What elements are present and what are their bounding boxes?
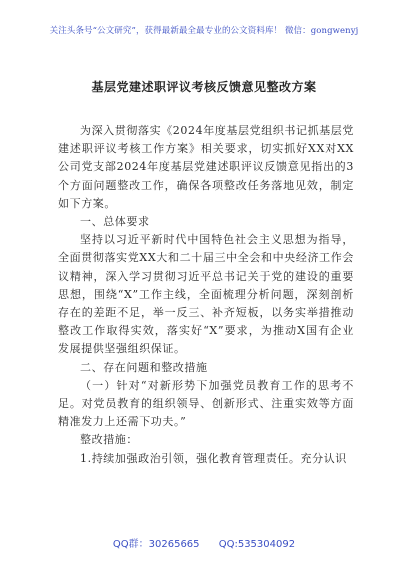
requirements-paragraph: 坚持以习近平新时代中国特色社会主义思想为指导，全面贯彻落实党XX大和二十届三中全会和中央经济工作会议精神，深入学习贯彻习近平总书记关于党的建设的重要思想，围绕“X”工作主线，全面梳理分析问题，深刻剖析存在的差距不足，举一反三、补齐短板，以务实举措推动整改工作取得实效，落实好“X”要求，为推动X国有企业发展提供坚强组织保证。 bbox=[58, 233, 354, 356]
measures-heading: 整改措施： bbox=[80, 433, 138, 447]
header-note: 关注头条号“公文研究”，获得最新最全最专业的公文资料库！ 微信：gongwenyj bbox=[49, 26, 359, 36]
section-heading-2: 二、存在问题和整改措施 bbox=[80, 360, 208, 374]
problem-paragraph: （一）针对“对新形势下加强党员教育工作的思考不足。对党员教育的组织领导、创新形式、注重实效等方面精准发力上还需下功夫。” bbox=[58, 378, 354, 429]
measure-item-1: 1.持续加强政治引领，强化教育管理责任。充分认识 bbox=[80, 451, 347, 465]
document-title: 基层党建述职评议考核反馈意见整改方案 bbox=[91, 80, 317, 94]
qq-group: QQ群：30265665 bbox=[112, 539, 200, 550]
intro-paragraph: 为深入贯彻落实《2024年度基层党组织书记抓基层党建述职评议考核工作方案》相关要求，切实抓好XX对XX公司党支部2024年度基层党建述职评议反馈意见指出的3个方面问题整改工作，确保各项整改任务落地见效，制定如下方案。 bbox=[58, 124, 354, 210]
qq-number: QQ:535304092 bbox=[218, 539, 296, 550]
document-body bbox=[58, 122, 354, 468]
footer-contacts bbox=[0, 535, 408, 550]
section-heading-1: 一、总体要求 bbox=[80, 215, 150, 229]
